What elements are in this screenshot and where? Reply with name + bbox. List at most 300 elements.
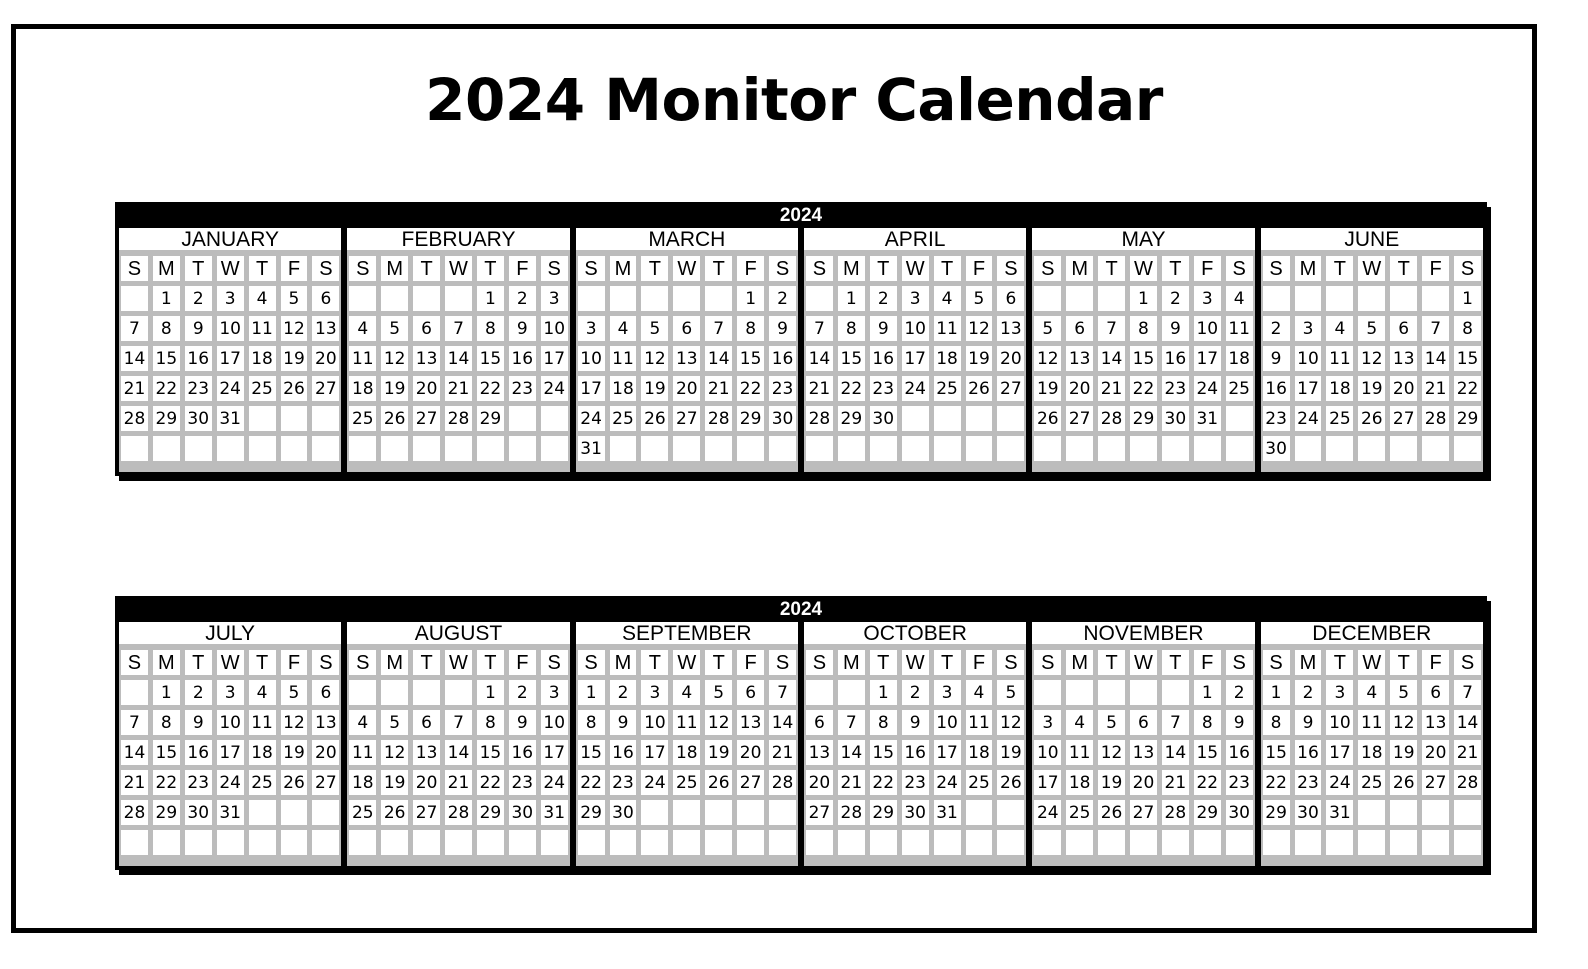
- day-cell: 10: [217, 710, 244, 735]
- day-cell: 28: [445, 800, 472, 825]
- day-cell: 24: [1326, 770, 1353, 795]
- weekday-header: S: [541, 650, 568, 675]
- day-cell: [349, 830, 376, 855]
- day-cell: 14: [1454, 710, 1481, 735]
- day-cell: [737, 436, 764, 461]
- day-cell: 17: [1326, 740, 1353, 765]
- day-cell: 1: [153, 680, 180, 705]
- day-cell: 6: [1390, 316, 1417, 341]
- day-cell: 15: [1194, 740, 1221, 765]
- weekday-header: M: [381, 650, 408, 675]
- day-cell: 1: [737, 286, 764, 311]
- day-cell: [641, 286, 668, 311]
- day-cell: 7: [1098, 316, 1125, 341]
- day-cell: 20: [997, 346, 1024, 371]
- day-cell: 5: [1358, 316, 1385, 341]
- day-cell: [1454, 830, 1481, 855]
- day-cell: 6: [312, 680, 339, 705]
- day-cell: [509, 406, 536, 431]
- day-cell: 22: [578, 770, 605, 795]
- day-cell: 13: [737, 710, 764, 735]
- day-cell: 24: [1194, 376, 1221, 401]
- weekday-header: S: [312, 256, 339, 281]
- day-cell: 9: [1295, 710, 1322, 735]
- day-cell: 5: [997, 680, 1024, 705]
- day-cell: 2: [1162, 286, 1189, 311]
- day-grid: [347, 256, 569, 461]
- day-cell: [185, 830, 212, 855]
- day-cell: 12: [997, 710, 1024, 735]
- day-cell: 16: [769, 346, 796, 371]
- day-cell: [1226, 436, 1253, 461]
- day-grid: [804, 650, 1026, 855]
- day-cell: 25: [249, 770, 276, 795]
- day-cell: 2: [610, 680, 637, 705]
- weekday-header: M: [1295, 256, 1322, 281]
- weekday-header: S: [349, 650, 376, 675]
- day-cell: [1226, 406, 1253, 431]
- day-cell: 14: [1422, 346, 1449, 371]
- day-cell: 21: [1422, 376, 1449, 401]
- day-cell: 7: [121, 710, 148, 735]
- day-cell: [1390, 830, 1417, 855]
- day-cell: 18: [349, 376, 376, 401]
- day-cell: 4: [610, 316, 637, 341]
- day-cell: 3: [1326, 680, 1353, 705]
- day-cell: [477, 436, 504, 461]
- weekday-header: S: [1263, 256, 1290, 281]
- day-cell: 22: [1130, 376, 1157, 401]
- weekday-header: T: [705, 650, 732, 675]
- month-september: [576, 622, 798, 866]
- weekday-header: M: [838, 650, 865, 675]
- day-cell: 14: [1162, 740, 1189, 765]
- weekday-header: W: [217, 650, 244, 675]
- day-cell: [477, 830, 504, 855]
- day-cell: [966, 436, 993, 461]
- day-cell: [381, 830, 408, 855]
- day-cell: 20: [1422, 740, 1449, 765]
- day-cell: 16: [185, 346, 212, 371]
- day-cell: 26: [281, 770, 308, 795]
- day-cell: 2: [185, 680, 212, 705]
- day-cell: 3: [902, 286, 929, 311]
- day-cell: [217, 436, 244, 461]
- weekday-header: W: [1130, 650, 1157, 675]
- weekday-header: S: [349, 256, 376, 281]
- day-cell: 23: [610, 770, 637, 795]
- day-cell: 30: [902, 800, 929, 825]
- day-cell: 23: [509, 376, 536, 401]
- day-cell: 11: [249, 710, 276, 735]
- day-cell: 22: [870, 770, 897, 795]
- day-cell: 3: [541, 680, 568, 705]
- day-cell: 18: [1358, 740, 1385, 765]
- weekday-header: T: [1098, 256, 1125, 281]
- day-cell: 8: [870, 710, 897, 735]
- weekday-header: S: [121, 256, 148, 281]
- day-cell: 19: [1098, 770, 1125, 795]
- month-name: MARCH: [576, 228, 798, 250]
- day-cell: 12: [281, 710, 308, 735]
- day-cell: 7: [705, 316, 732, 341]
- day-cell: 2: [1295, 680, 1322, 705]
- day-cell: 15: [153, 346, 180, 371]
- day-cell: 11: [610, 346, 637, 371]
- day-cell: 3: [641, 680, 668, 705]
- day-cell: 23: [509, 770, 536, 795]
- day-cell: [1295, 286, 1322, 311]
- day-cell: 25: [934, 376, 961, 401]
- day-cell: 27: [413, 800, 440, 825]
- day-cell: [838, 680, 865, 705]
- day-cell: 8: [1130, 316, 1157, 341]
- day-cell: 29: [1130, 406, 1157, 431]
- day-cell: 29: [1454, 406, 1481, 431]
- day-cell: 4: [1326, 316, 1353, 341]
- day-cell: [1194, 436, 1221, 461]
- weekday-header: S: [1226, 256, 1253, 281]
- day-cell: [966, 406, 993, 431]
- weekday-header: F: [737, 650, 764, 675]
- day-cell: 23: [769, 376, 796, 401]
- day-cell: 14: [445, 740, 472, 765]
- day-cell: 11: [966, 710, 993, 735]
- day-cell: 17: [1295, 376, 1322, 401]
- day-cell: 25: [1066, 800, 1093, 825]
- day-cell: 8: [838, 316, 865, 341]
- day-cell: 27: [312, 770, 339, 795]
- day-cell: 24: [217, 770, 244, 795]
- day-cell: [445, 436, 472, 461]
- day-cell: [249, 436, 276, 461]
- day-cell: 17: [934, 740, 961, 765]
- day-cell: 7: [838, 710, 865, 735]
- weekday-header: W: [1358, 256, 1385, 281]
- day-cell: [541, 436, 568, 461]
- day-cell: [1162, 830, 1189, 855]
- day-cell: 21: [1162, 770, 1189, 795]
- day-cell: [1130, 436, 1157, 461]
- day-cell: 29: [153, 406, 180, 431]
- day-cell: [1034, 830, 1061, 855]
- day-cell: 13: [413, 740, 440, 765]
- day-cell: 2: [769, 286, 796, 311]
- weekday-header: F: [1422, 650, 1449, 675]
- day-cell: 12: [1034, 346, 1061, 371]
- day-cell: 29: [838, 406, 865, 431]
- day-cell: 19: [705, 740, 732, 765]
- day-cell: 18: [673, 740, 700, 765]
- weekday-header: M: [1066, 256, 1093, 281]
- day-cell: 18: [934, 346, 961, 371]
- day-cell: 26: [1034, 406, 1061, 431]
- day-cell: [1358, 830, 1385, 855]
- month-april: [804, 228, 1026, 472]
- day-cell: 25: [349, 800, 376, 825]
- day-cell: 4: [1358, 680, 1385, 705]
- day-cell: [673, 800, 700, 825]
- day-cell: 1: [838, 286, 865, 311]
- day-cell: 15: [477, 346, 504, 371]
- day-cell: 3: [217, 286, 244, 311]
- day-cell: 18: [1326, 376, 1353, 401]
- day-cell: [312, 436, 339, 461]
- day-cell: 26: [1098, 800, 1125, 825]
- day-cell: 9: [509, 710, 536, 735]
- day-cell: 1: [1263, 680, 1290, 705]
- day-cell: 21: [121, 376, 148, 401]
- weekday-header: S: [1454, 256, 1481, 281]
- day-cell: [1390, 436, 1417, 461]
- day-cell: 22: [737, 376, 764, 401]
- day-cell: 5: [641, 316, 668, 341]
- day-cell: 22: [1454, 376, 1481, 401]
- month-name: JULY: [119, 622, 341, 644]
- day-cell: 23: [902, 770, 929, 795]
- month-august: [347, 622, 569, 866]
- day-cell: 9: [610, 710, 637, 735]
- day-cell: 6: [413, 710, 440, 735]
- day-grid: [576, 256, 798, 461]
- day-cell: [1454, 800, 1481, 825]
- day-cell: 28: [838, 800, 865, 825]
- day-cell: 5: [281, 286, 308, 311]
- day-cell: [281, 406, 308, 431]
- day-cell: 9: [185, 316, 212, 341]
- day-cell: [1034, 680, 1061, 705]
- weekday-header: W: [217, 256, 244, 281]
- day-cell: 20: [806, 770, 833, 795]
- day-cell: 4: [966, 680, 993, 705]
- day-cell: [1390, 286, 1417, 311]
- weekday-header: T: [934, 256, 961, 281]
- day-cell: 17: [1034, 770, 1061, 795]
- day-cell: 30: [1226, 800, 1253, 825]
- day-cell: 27: [1130, 800, 1157, 825]
- weekday-header: S: [1263, 650, 1290, 675]
- day-cell: 23: [185, 376, 212, 401]
- day-cell: 10: [541, 710, 568, 735]
- day-cell: 2: [870, 286, 897, 311]
- day-cell: 7: [806, 316, 833, 341]
- day-cell: 6: [1130, 710, 1157, 735]
- weekday-header: S: [578, 256, 605, 281]
- day-cell: [1326, 286, 1353, 311]
- day-cell: 26: [966, 376, 993, 401]
- day-cell: 15: [1263, 740, 1290, 765]
- month-row: [115, 228, 1487, 472]
- day-cell: 18: [1226, 346, 1253, 371]
- day-cell: [705, 436, 732, 461]
- day-cell: 11: [1358, 710, 1385, 735]
- day-cell: 5: [705, 680, 732, 705]
- day-cell: 6: [1422, 680, 1449, 705]
- day-cell: 7: [1454, 680, 1481, 705]
- weekday-header: W: [1130, 256, 1157, 281]
- day-cell: 17: [217, 346, 244, 371]
- day-cell: [1263, 830, 1290, 855]
- weekday-header: S: [769, 650, 796, 675]
- weekday-header: T: [1326, 256, 1353, 281]
- day-cell: [1326, 436, 1353, 461]
- day-cell: 27: [997, 376, 1024, 401]
- day-cell: 24: [902, 376, 929, 401]
- day-cell: 1: [1194, 680, 1221, 705]
- day-cell: [769, 830, 796, 855]
- day-cell: 9: [870, 316, 897, 341]
- day-cell: 3: [1034, 710, 1061, 735]
- day-cell: [769, 800, 796, 825]
- day-cell: 30: [870, 406, 897, 431]
- day-cell: 1: [870, 680, 897, 705]
- day-cell: 24: [541, 770, 568, 795]
- day-cell: 14: [806, 346, 833, 371]
- day-cell: 10: [902, 316, 929, 341]
- day-cell: 28: [769, 770, 796, 795]
- day-cell: 26: [997, 770, 1024, 795]
- day-cell: [1326, 830, 1353, 855]
- day-cell: 16: [1226, 740, 1253, 765]
- day-cell: [121, 436, 148, 461]
- day-cell: [121, 680, 148, 705]
- day-cell: 9: [1226, 710, 1253, 735]
- day-cell: [934, 436, 961, 461]
- weekday-header: T: [477, 256, 504, 281]
- day-cell: 28: [1162, 800, 1189, 825]
- day-cell: 29: [477, 406, 504, 431]
- day-cell: [312, 406, 339, 431]
- day-cell: 22: [477, 376, 504, 401]
- day-cell: 2: [185, 286, 212, 311]
- day-cell: 18: [610, 376, 637, 401]
- day-cell: 21: [1454, 740, 1481, 765]
- day-cell: [997, 800, 1024, 825]
- day-cell: 22: [1263, 770, 1290, 795]
- day-cell: [413, 830, 440, 855]
- day-cell: [1066, 680, 1093, 705]
- day-cell: 7: [121, 316, 148, 341]
- month-march: [576, 228, 798, 472]
- month-name: NOVEMBER: [1032, 622, 1254, 644]
- day-cell: 19: [281, 346, 308, 371]
- day-cell: 13: [806, 740, 833, 765]
- day-cell: 9: [1162, 316, 1189, 341]
- day-cell: [1066, 830, 1093, 855]
- calendar-half-1: [115, 202, 1487, 476]
- day-cell: 25: [1226, 376, 1253, 401]
- day-cell: 20: [673, 376, 700, 401]
- day-cell: [381, 436, 408, 461]
- day-cell: 30: [185, 406, 212, 431]
- weekday-header: T: [249, 650, 276, 675]
- day-cell: 22: [1194, 770, 1221, 795]
- day-cell: [312, 800, 339, 825]
- day-cell: 4: [1226, 286, 1253, 311]
- day-cell: 15: [737, 346, 764, 371]
- day-cell: [610, 436, 637, 461]
- day-cell: 30: [769, 406, 796, 431]
- month-november: [1032, 622, 1254, 866]
- day-cell: [997, 436, 1024, 461]
- day-grid: [119, 650, 341, 855]
- day-cell: 7: [445, 316, 472, 341]
- day-cell: 26: [281, 376, 308, 401]
- day-cell: [641, 830, 668, 855]
- day-cell: [902, 830, 929, 855]
- day-cell: 8: [477, 316, 504, 341]
- weekday-header: M: [838, 256, 865, 281]
- weekday-header: T: [934, 650, 961, 675]
- day-cell: [997, 406, 1024, 431]
- day-cell: 6: [997, 286, 1024, 311]
- day-cell: 31: [578, 436, 605, 461]
- day-cell: [806, 680, 833, 705]
- day-cell: 27: [1066, 406, 1093, 431]
- day-cell: 14: [445, 346, 472, 371]
- day-cell: 20: [1066, 376, 1093, 401]
- day-cell: 16: [185, 740, 212, 765]
- day-grid: [119, 256, 341, 461]
- day-cell: 29: [153, 800, 180, 825]
- weekday-header: W: [445, 650, 472, 675]
- weekday-header: S: [578, 650, 605, 675]
- day-cell: [349, 286, 376, 311]
- day-grid: [1261, 256, 1483, 461]
- weekday-header: T: [870, 256, 897, 281]
- day-cell: 15: [578, 740, 605, 765]
- day-cell: 13: [312, 316, 339, 341]
- day-cell: 25: [249, 376, 276, 401]
- day-grid: [576, 650, 798, 855]
- weekday-header: M: [610, 650, 637, 675]
- day-cell: 14: [1098, 346, 1125, 371]
- day-cell: 3: [1295, 316, 1322, 341]
- day-cell: 30: [610, 800, 637, 825]
- day-cell: 29: [1194, 800, 1221, 825]
- day-cell: 10: [217, 316, 244, 341]
- day-cell: 15: [1130, 346, 1157, 371]
- day-cell: 28: [121, 800, 148, 825]
- day-cell: 5: [1390, 680, 1417, 705]
- day-cell: 1: [578, 680, 605, 705]
- day-cell: 12: [1390, 710, 1417, 735]
- day-cell: 13: [997, 316, 1024, 341]
- month-december: [1261, 622, 1483, 866]
- weekday-header: T: [641, 650, 668, 675]
- day-cell: [509, 830, 536, 855]
- weekday-header: T: [1326, 650, 1353, 675]
- year-bar: 2024: [779, 599, 823, 620]
- weekday-header: S: [541, 256, 568, 281]
- day-cell: 16: [509, 346, 536, 371]
- day-cell: 20: [737, 740, 764, 765]
- day-cell: 24: [1034, 800, 1061, 825]
- day-cell: [966, 830, 993, 855]
- day-cell: 9: [769, 316, 796, 341]
- day-cell: 22: [153, 770, 180, 795]
- day-cell: 28: [806, 406, 833, 431]
- day-cell: [1358, 436, 1385, 461]
- day-cell: 2: [902, 680, 929, 705]
- weekday-header: S: [1034, 650, 1061, 675]
- day-cell: 24: [541, 376, 568, 401]
- day-cell: 24: [1295, 406, 1322, 431]
- day-cell: 21: [1098, 376, 1125, 401]
- day-cell: 15: [838, 346, 865, 371]
- day-cell: 8: [578, 710, 605, 735]
- day-cell: 8: [1263, 710, 1290, 735]
